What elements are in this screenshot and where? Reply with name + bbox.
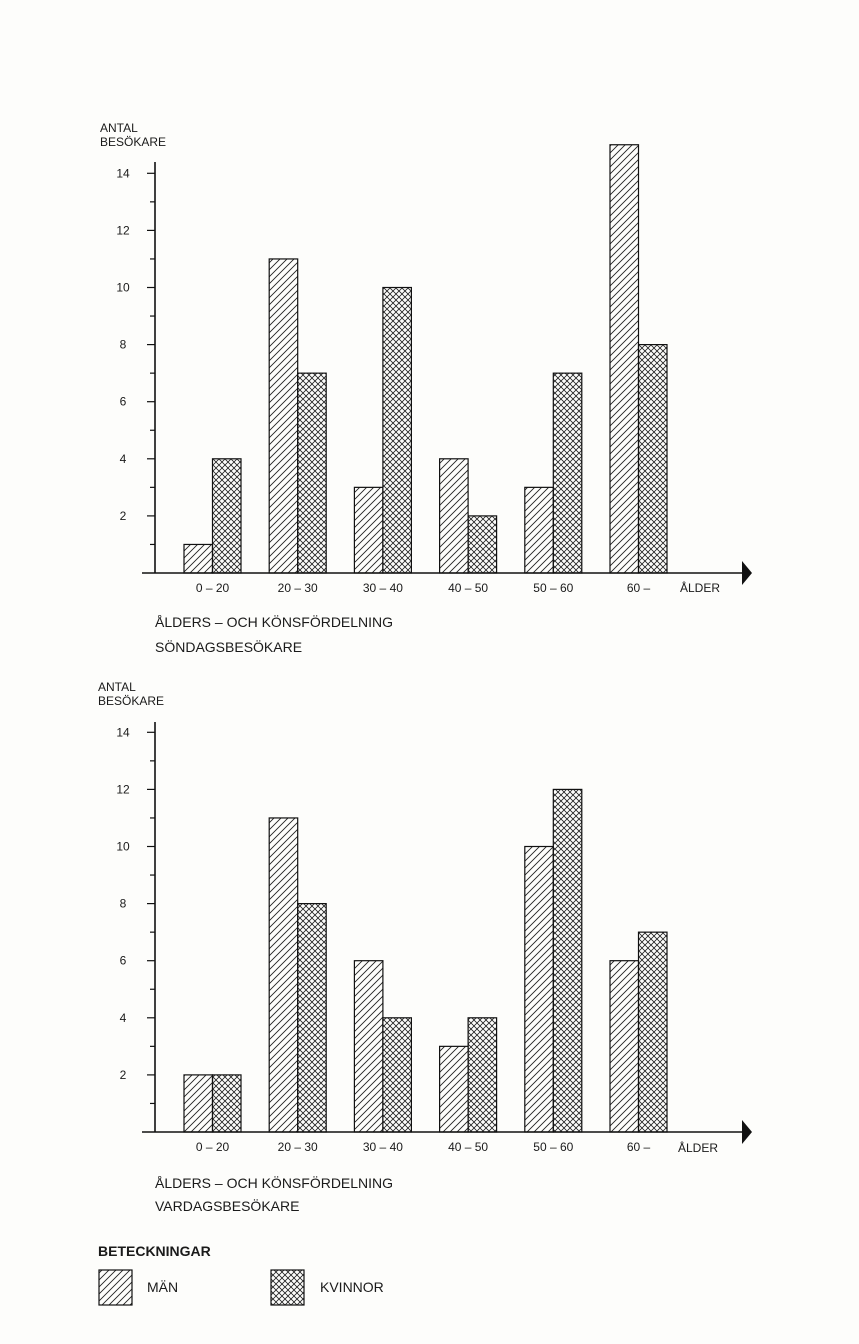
chart-sondag — [100, 121, 752, 655]
bar-kvinnor — [298, 904, 327, 1132]
legend-title: BETECKNINGAR — [98, 1243, 211, 1259]
y-axis-label-line1: ANTAL — [100, 121, 138, 135]
bar-kvinnor — [213, 459, 242, 573]
bar-kvinnor — [468, 1018, 497, 1132]
legend — [98, 1243, 384, 1305]
y-tick-label: 12 — [116, 223, 130, 238]
x-tick-label: 20 – 30 — [277, 581, 318, 595]
x-tick-label: 50 – 60 — [533, 581, 574, 595]
x-tick-label: 40 – 50 — [448, 1140, 489, 1154]
y-tick-label: 2 — [119, 508, 127, 523]
bar-man — [184, 1075, 213, 1132]
bar-kvinnor — [553, 373, 582, 573]
bar-man — [610, 961, 639, 1132]
y-tick-label: 8 — [119, 337, 127, 352]
caption-line1: ÅLDERS – OCH KÖNSFÖRDELNING — [155, 614, 394, 630]
bar-kvinnor — [383, 288, 412, 574]
x-tick-labels — [196, 1140, 651, 1154]
x-axis-label: ÅLDER — [680, 581, 721, 595]
x-tick-label: 30 – 40 — [362, 1140, 403, 1154]
y-tick-label: 14 — [116, 166, 130, 181]
y-tick-label: 14 — [116, 725, 130, 740]
y-tick-label: 12 — [116, 782, 130, 797]
x-tick-label: 60 – — [626, 1140, 651, 1154]
chart-vardag — [98, 680, 752, 1214]
legend-swatch-kvinnor — [271, 1270, 304, 1305]
y-ticks — [116, 166, 155, 544]
legend-label-man: MÄN — [147, 1279, 179, 1295]
x-axis-label: ÅLDER — [678, 1141, 719, 1155]
caption-line2: SÖNDAGSBESÖKARE — [155, 639, 303, 655]
x-tick-label: 50 – 60 — [533, 1140, 574, 1154]
bar-kvinnor — [639, 345, 668, 573]
x-tick-label: 20 – 30 — [277, 1140, 318, 1154]
y-axis-label-line1: ANTAL — [98, 680, 136, 694]
x-tick-label: 60 – — [626, 581, 651, 595]
y-axis-label-line2: BESÖKARE — [98, 694, 165, 708]
y-tick-label: 4 — [119, 1010, 127, 1025]
bar-kvinnor — [383, 1018, 412, 1132]
x-tick-labels — [196, 581, 651, 595]
x-tick-label: 0 – 20 — [195, 581, 230, 595]
caption-line2: VARDAGSBESÖKARE — [155, 1198, 300, 1214]
legend-label-kvinnor: KVINNOR — [320, 1279, 384, 1295]
x-tick-label: 40 – 50 — [448, 581, 489, 595]
y-tick-label: 8 — [119, 896, 127, 911]
bar-kvinnor — [639, 932, 668, 1132]
y-tick-label: 2 — [119, 1067, 127, 1082]
x-tick-label: 30 – 40 — [362, 581, 403, 595]
bar-man — [354, 487, 383, 573]
bar-man — [354, 961, 383, 1132]
y-ticks — [116, 725, 155, 1103]
y-axis-label-line2: BESÖKARE — [100, 135, 167, 149]
caption-line1: ÅLDERS – OCH KÖNSFÖRDELNING — [155, 1175, 394, 1191]
bar-man — [269, 259, 298, 573]
bars — [184, 789, 667, 1132]
bars — [184, 145, 667, 573]
bar-kvinnor — [468, 516, 497, 573]
bar-man — [525, 487, 554, 573]
bar-kvinnor — [553, 789, 582, 1132]
bar-man — [184, 544, 213, 573]
y-tick-label: 10 — [116, 280, 130, 295]
y-tick-label: 6 — [119, 394, 127, 409]
bar-man — [440, 459, 469, 573]
y-tick-label: 4 — [119, 451, 127, 466]
bar-man — [269, 818, 298, 1132]
y-tick-label: 6 — [119, 953, 127, 968]
bar-man — [440, 1046, 469, 1132]
bar-kvinnor — [213, 1075, 242, 1132]
x-axis-arrow — [742, 561, 752, 585]
bar-kvinnor — [298, 373, 327, 573]
legend-swatch-man — [99, 1270, 132, 1305]
x-tick-label: 0 – 20 — [195, 1140, 230, 1154]
x-axis-arrow — [742, 1120, 752, 1144]
bar-man — [525, 847, 554, 1133]
bar-man — [610, 145, 639, 573]
y-tick-label: 10 — [116, 839, 130, 854]
